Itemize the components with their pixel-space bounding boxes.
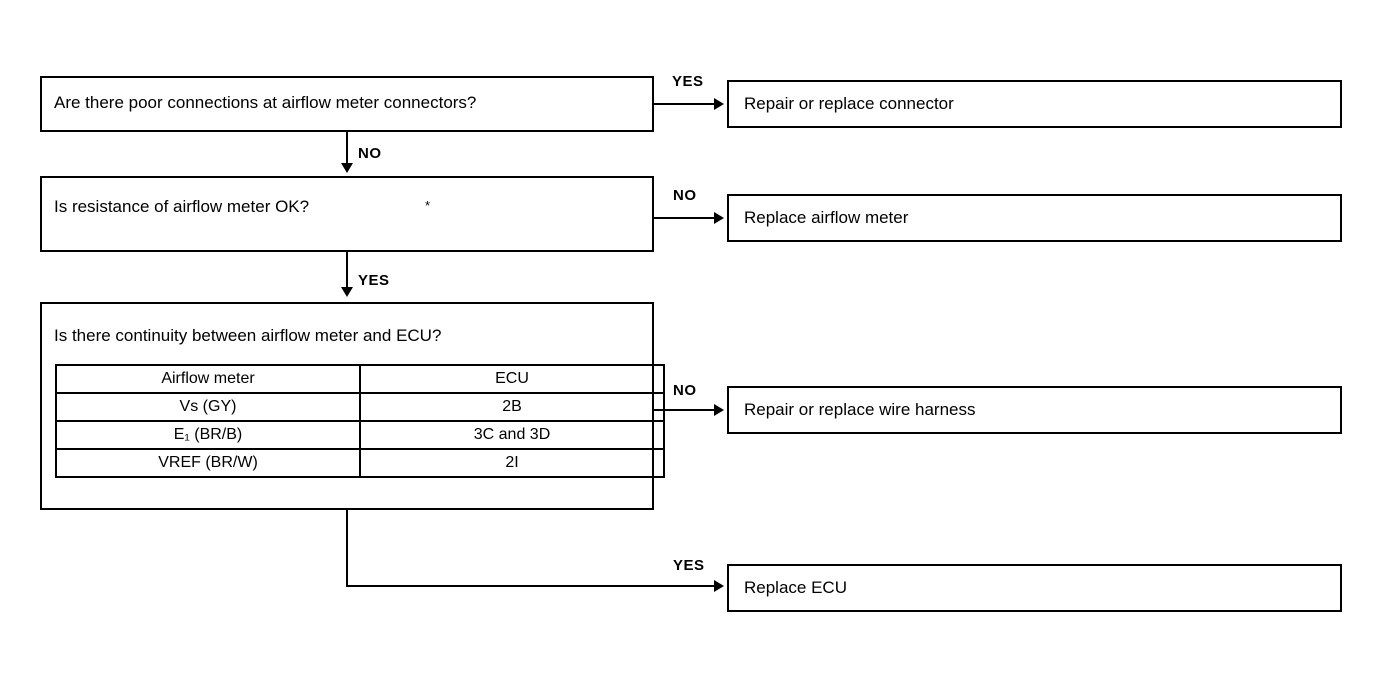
connector-q3-yes-vertical bbox=[346, 510, 348, 587]
table-header-row bbox=[56, 365, 664, 393]
table-header-ecu: ECU bbox=[360, 365, 664, 393]
connector-q1-no bbox=[346, 132, 348, 166]
action-3-text: Repair or replace wire harness bbox=[744, 400, 976, 419]
table-cell-ecu: 2B bbox=[360, 393, 664, 421]
branch-label-q2-no: NO bbox=[673, 187, 697, 204]
connector-q3-no bbox=[654, 409, 716, 411]
table-cell-ecu: 2I bbox=[360, 449, 664, 477]
question-1-text: Are there poor connections at airflow meter connectors? bbox=[54, 93, 477, 112]
table-cell-ecu: 3C and 3D bbox=[360, 421, 664, 449]
arrowhead-q1-yes bbox=[714, 98, 724, 110]
arrowhead-q1-no bbox=[341, 163, 353, 173]
table-cell-meter: E₁ (BR/B) bbox=[56, 421, 360, 449]
table-row bbox=[56, 449, 664, 477]
arrowhead-q2-no bbox=[714, 212, 724, 224]
action-2-text: Replace airflow meter bbox=[744, 208, 909, 227]
branch-label-q2-yes: YES bbox=[358, 272, 390, 289]
question-3-text: Is there continuity between airflow meter and ECU? bbox=[54, 326, 442, 345]
table-cell-meter: Vs (GY) bbox=[56, 393, 360, 421]
connector-q2-no bbox=[654, 217, 716, 219]
table-cell-meter: VREF (BR/W) bbox=[56, 449, 360, 477]
connector-q3-yes-horizontal bbox=[346, 585, 716, 587]
branch-label-q1-no: NO bbox=[358, 145, 382, 162]
arrowhead-q2-yes bbox=[341, 287, 353, 297]
connector-q1-yes bbox=[654, 103, 716, 105]
table-row bbox=[56, 421, 664, 449]
table-header-airflow-meter: Airflow meter bbox=[56, 365, 360, 393]
arrowhead-q3-no bbox=[714, 404, 724, 416]
question-2-text: Is resistance of airflow meter OK? bbox=[54, 197, 310, 216]
question-2-note: * bbox=[425, 198, 431, 213]
branch-label-q1-yes: YES bbox=[672, 73, 704, 90]
action-4-text: Replace ECU bbox=[744, 578, 847, 597]
branch-label-q3-yes: YES bbox=[673, 557, 705, 574]
connector-q2-yes bbox=[346, 252, 348, 290]
wiring-table bbox=[55, 364, 665, 478]
action-1-text: Repair or replace connector bbox=[744, 94, 954, 113]
branch-label-q3-no: NO bbox=[673, 382, 697, 399]
table-row bbox=[56, 393, 664, 421]
arrowhead-q3-yes bbox=[714, 580, 724, 592]
